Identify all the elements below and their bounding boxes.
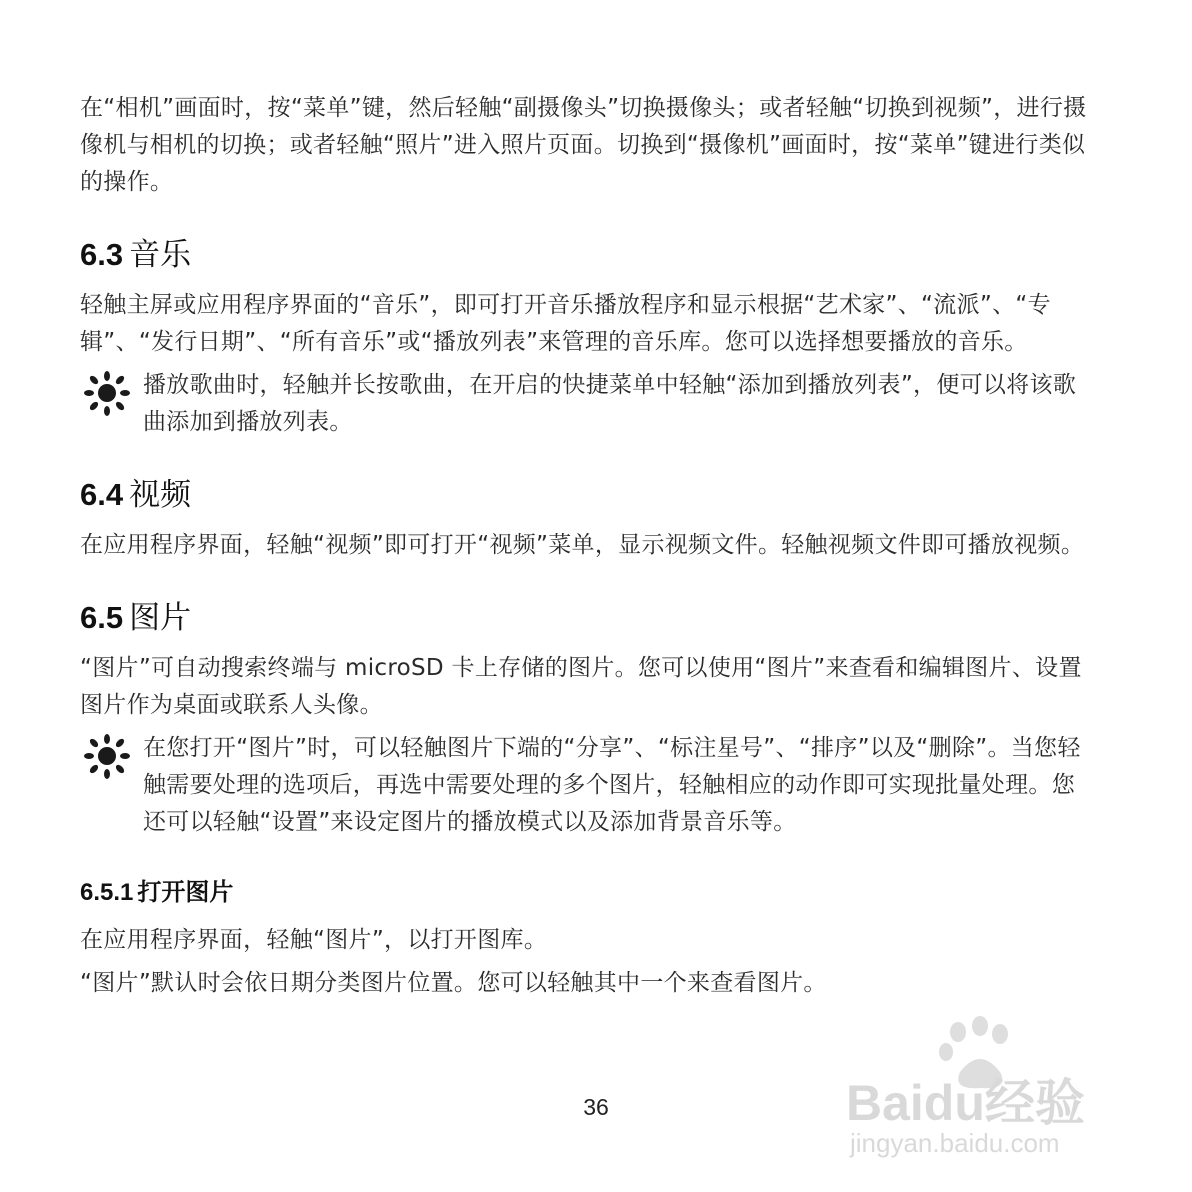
- section-heading-video: [80, 475, 1095, 515]
- section-number: 6.3: [80, 237, 124, 272]
- section-heading-music: [80, 235, 1095, 275]
- camera-intro-paragraph: 在“相机”画面时，按“菜单”键，然后轻触“副摄像头”切换摄像头；或者轻触“切换到视频”，进行摄像机与相机的切换；或者轻触“照片”进入照片页面。切换到“摄像机”画面时，按“菜单”键进行类似的操作。: [80, 95, 1087, 195]
- open-pictures-paragraph-1: 在应用程序界面，轻触“图片”，以打开图库。: [80, 927, 548, 953]
- watermark-brand: Baidu经验: [846, 1075, 1085, 1131]
- section-title: 视频: [129, 477, 192, 513]
- document-page: [80, 90, 1095, 1002]
- lightbulb-sun-icon: [82, 369, 132, 419]
- subsection-title: 打开图片: [137, 878, 234, 906]
- section-heading-pictures: [80, 598, 1095, 638]
- music-paragraph: 轻触主屏或应用程序界面的“音乐”，即可打开音乐播放程序和显示根据“艺术家”、“流派”、“专辑”、“发行日期”、“所有音乐”或“播放列表”来管理的音乐库。您可以选择想要播放的音乐。: [80, 292, 1051, 355]
- section-title: 图片: [129, 600, 192, 636]
- watermark-url: jingyan.baidu.com: [850, 1128, 1060, 1158]
- pictures-tip-text: 在您打开“图片”时，可以轻触图片下端的“分享”、“标注星号”、“排序”以及“删除”。当您轻触需要处理的选项后，再选中需要处理的多个图片，轻触相应的动作即可实现批量处理。您还可以轻触“设置”来设定图片的播放模式以及添加背景音乐等。: [143, 735, 1081, 835]
- section-number: 6.5: [80, 600, 124, 635]
- music-tip: [80, 367, 1095, 441]
- subsection-number: 6.5.1: [80, 879, 134, 906]
- baidu-watermark: [840, 1010, 1130, 1160]
- lightbulb-sun-icon: [82, 732, 132, 782]
- page-number: 36: [583, 1094, 609, 1120]
- open-pictures-paragraph-2: “图片”默认时会依日期分类图片位置。您可以轻触其中一个来查看图片。: [80, 970, 827, 996]
- section-title: 音乐: [129, 237, 192, 273]
- section-number: 6.4: [80, 477, 124, 512]
- music-tip-text: 播放歌曲时，轻触并长按歌曲，在开启的快捷菜单中轻触“添加到播放列表”，便可以将该歌曲添加到播放列表。: [143, 372, 1077, 435]
- pictures-tip: [80, 730, 1095, 841]
- pictures-paragraph: “图片”可自动搜索终端与 microSD 卡上存储的图片。您可以使用“图片”来查看和编辑图片、设置图片作为桌面或联系人头像。: [80, 655, 1082, 718]
- video-paragraph: 在应用程序界面，轻触“视频”即可打开“视频”菜单，显示视频文件。轻触视频文件即可播放视频。: [80, 532, 1085, 558]
- subsection-heading-open-pictures: [80, 875, 1095, 910]
